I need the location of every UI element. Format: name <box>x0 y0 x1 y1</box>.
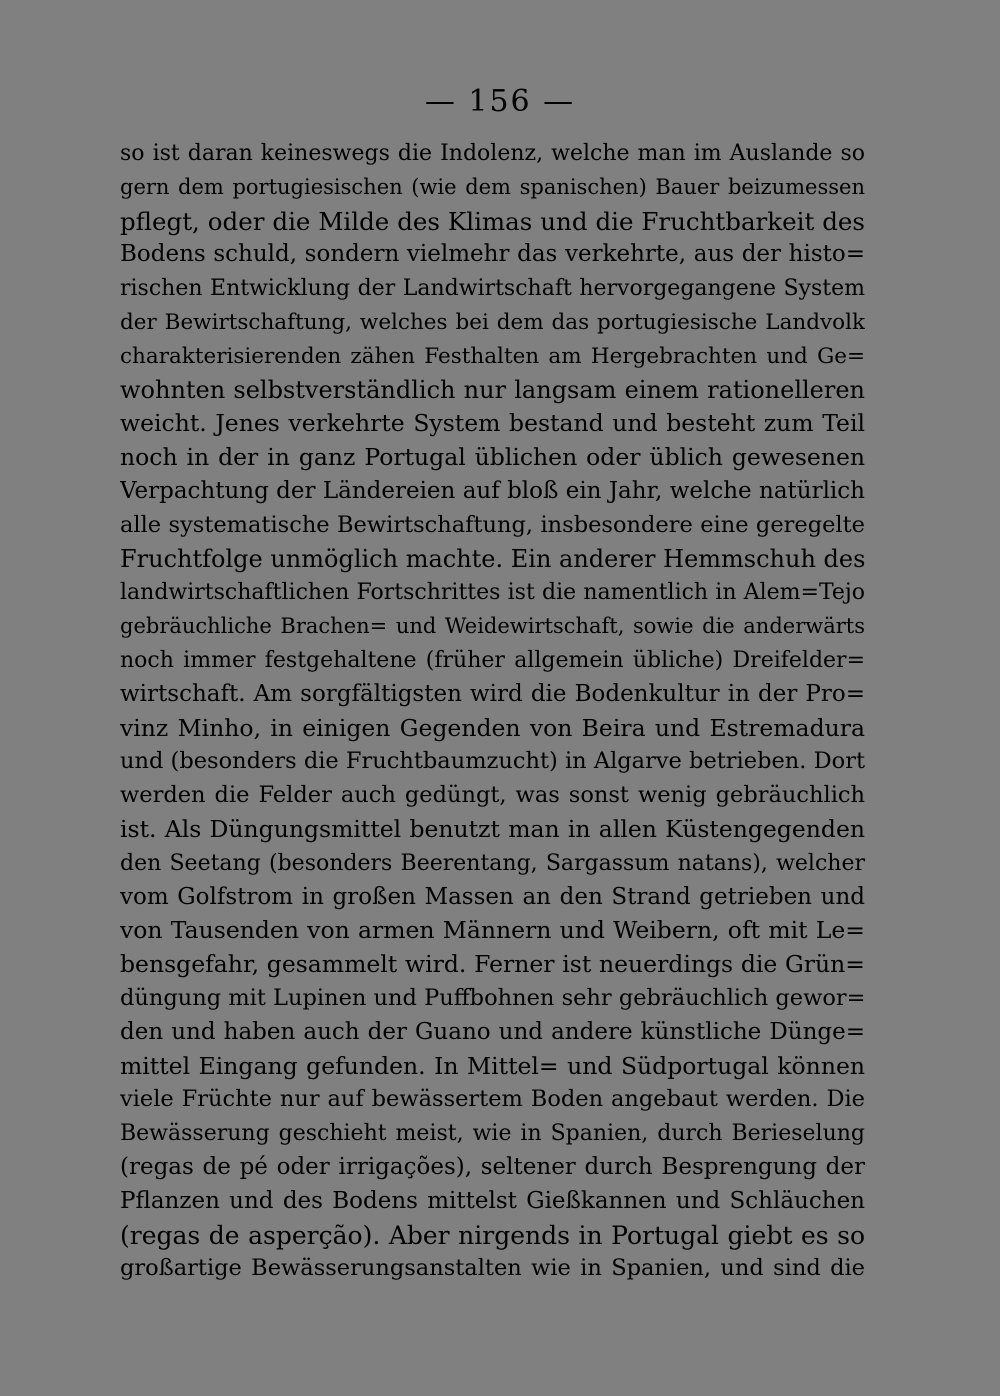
text-line: noch immer festgehaltene (früher allgemein übliche) Dreifelder= <box>120 647 865 673</box>
text-line: so ist daran keineswegs die Indolenz, welche man im Auslande so <box>120 141 865 166</box>
text-line: Bewässerung geschieht meist, wie in Spanien, durch Berieselung <box>120 1121 865 1147</box>
text-line: düngung mit Lupinen und Puffbohnen sehr gebräuchlich gewor= <box>120 984 865 1011</box>
body-text <box>120 137 865 1286</box>
text-line: mittel Eingang gefunden. In Mittel= und Südportugal können <box>120 1051 865 1080</box>
text-line: den und haben auch der Guano und andere künstliche Dünge= <box>120 1018 865 1045</box>
text-line: weicht. Jenes verkehrte System bestand und besteht zum Teil <box>120 409 865 438</box>
text-line: bensgefahr, gesammelt wird. Ferner ist neuerdings die Grün= <box>120 950 865 979</box>
text-line: wirtschaft. Am sorgfältigsten wird die Bodenkultur in der Pro= <box>120 680 865 707</box>
text-line: (regas de pé oder irrigações), seltener durch Besprengung der <box>120 1153 865 1180</box>
text-line: wohnten selbstverständlich nur langsam einem rationelleren <box>120 375 865 404</box>
text-line: Pflanzen und des Bodens mittelst Gießkannen und Schläuchen <box>120 1187 865 1214</box>
text-line: pflegt, oder die Milde des Klimas und die Fruchtbarkeit des <box>120 206 865 236</box>
text-line: und (besonders die Fruchtbaumzucht) in Algarve betrieben. Dort <box>120 748 865 775</box>
text-line: den Seetang (besonders Beerentang, Sargassum natans), welcher <box>120 850 865 876</box>
text-line: vom Golfstrom in großen Massen an den Strand getrieben und <box>120 883 865 910</box>
text-line: rischen Entwicklung der Landwirtschaft hervorgegangene System <box>120 276 865 302</box>
text-line: vinz Minho, in einigen Gegenden von Beira und Estremadura <box>120 713 865 742</box>
text-line: werden die Felder auch gedüngt, was sonst wenig gebräuchlich <box>120 782 865 809</box>
text-line: gebräuchliche Brachen= und Weidewirtschaft, sowie die anderwärts <box>120 614 865 639</box>
text-line: von Tausenden von armen Männern und Weibern, oft mit Le= <box>120 916 865 945</box>
text-line: Fruchtfolge unmöglich machte. Ein anderer Hemmschuh des <box>120 544 865 573</box>
text-line: gern dem portugiesischen (wie dem spanischen) Bauer beizumessen <box>120 174 865 199</box>
text-line: großartige Bewässerungsanstalten wie in Spanien, und sind die <box>120 1255 865 1282</box>
text-line: Verpachtung der Ländereien auf bloß ein Jahr, welche natürlich <box>120 477 865 504</box>
text-line: ist. Als Düngungsmittel benutzt man in allen Küstengegenden <box>120 814 865 843</box>
text-line: (regas de asperção). Aber nirgends in Portugal giebt es so <box>120 1220 865 1250</box>
text-line: der Bewirtschaftung, welches bei dem das portugiesische Landvolk <box>120 309 865 335</box>
text-line: viele Früchte nur auf bewässertem Boden angebaut werden. Die <box>120 1086 865 1113</box>
text-line: charakterisierenden zähen Festhalten am Hergebrachten und Ge= <box>120 343 865 369</box>
text-line: noch in der in ganz Portugal üblichen oder üblich gewesenen <box>120 443 865 472</box>
text-line: landwirtschaftlichen Fortschrittes ist die namentlich in Alem=Tejo <box>120 580 865 606</box>
text-line: alle systematische Bewirtschaftung, insbesondere eine geregelte <box>120 511 865 538</box>
page-number: — 156 — <box>424 84 576 119</box>
text-line: Bodens schuld, sondern vielmehr das verkehrte, aus der histo= <box>120 241 865 268</box>
